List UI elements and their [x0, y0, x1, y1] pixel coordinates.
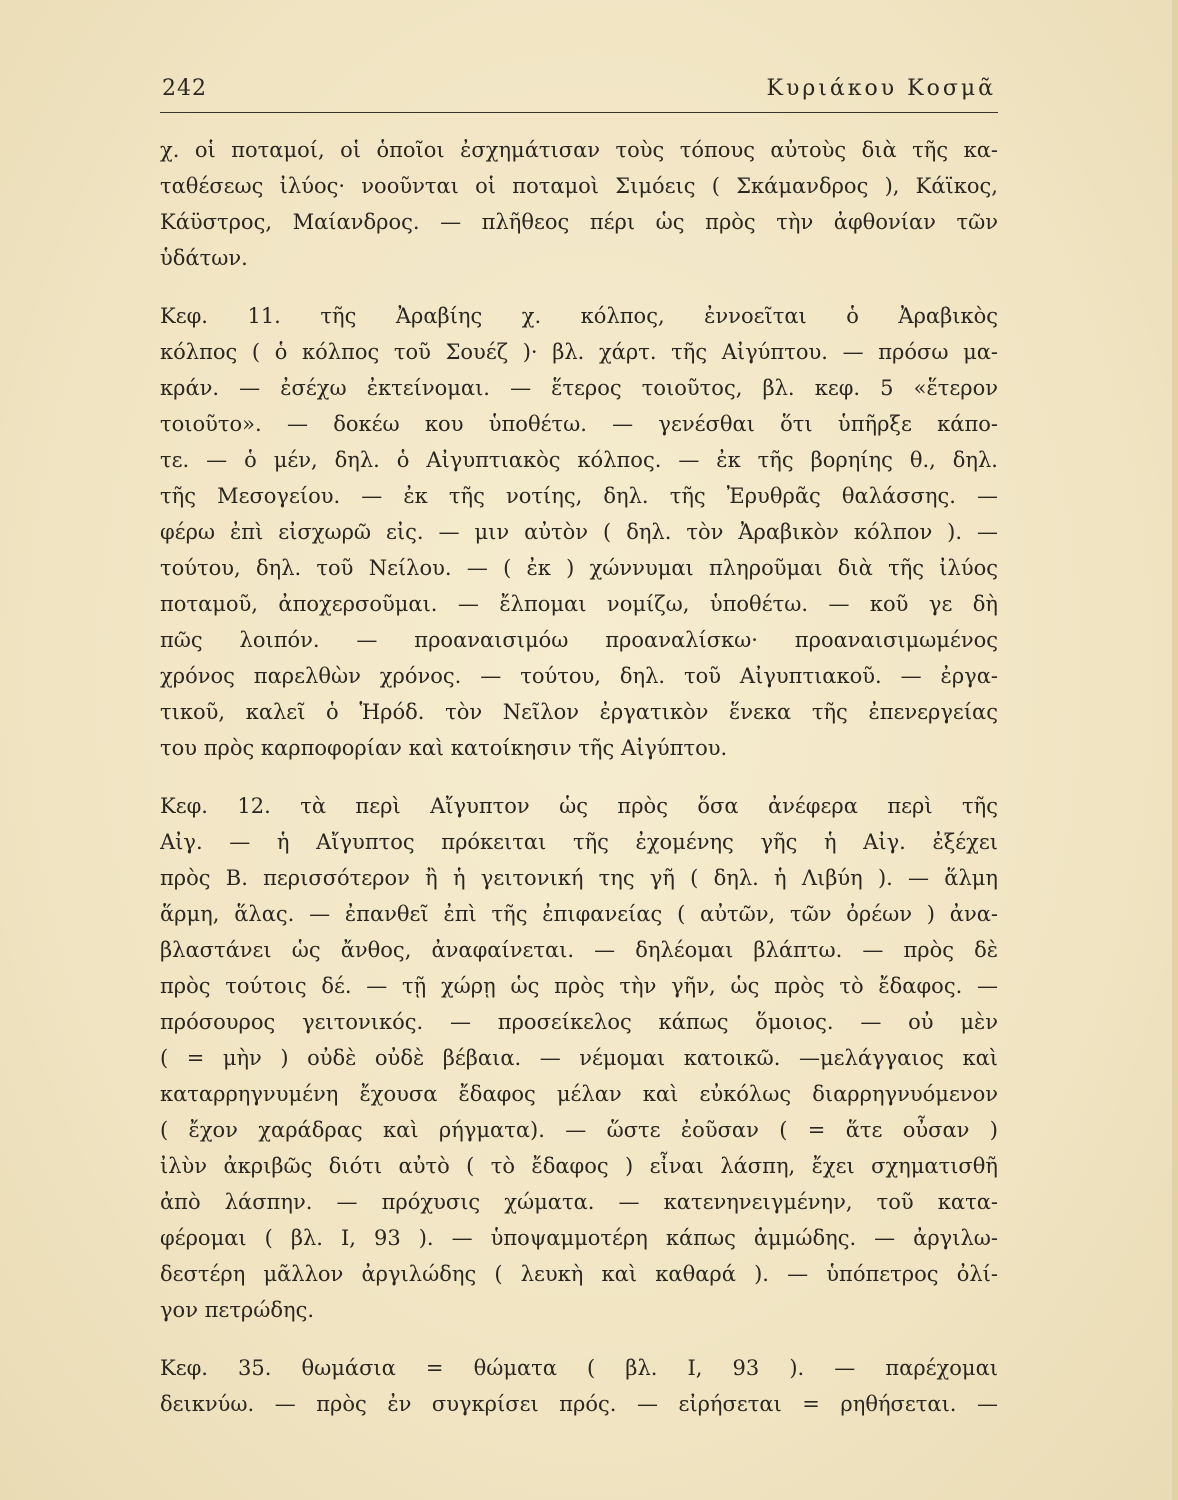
text-line: καταρρηγνυμένη ἔχουσα ἔδαφος μέλαν καὶ εὐκόλως διαρρηγνυόμενον	[160, 1082, 998, 1106]
text-line: βλαστάνει ὡς ἄνθος, ἀναφαίνεται. — δηλέομαι βλάπτω. — πρὸς δὲ	[160, 938, 998, 962]
header-rule	[160, 112, 998, 113]
body-text	[160, 132, 998, 1422]
text-line: κόλπος ( ὁ κόλπος τοῦ Σουέζ )· βλ. χάρτ. τῆς Αἰγύπτου. — πρόσω μα-	[160, 340, 998, 364]
text-line: τε. — ὁ μέν, δηλ. ὁ Αἰγυπτιακὸς κόλπος. — ἐκ τῆς βορηίης θ., δηλ.	[160, 448, 998, 472]
text-line: πρὸς Β. περισσότερον ἢ ἡ γειτονική της γῆ ( δηλ. ἡ Λιβύη ). — ἅλμη	[160, 866, 998, 890]
text-line: φέρομαι ( βλ. I, 93 ). — ὑποψαμμοτέρη κάπως ἀμμώδης. — ἀργιλω-	[160, 1226, 998, 1250]
text-line: ἅρμη, ἅλας. — ἐπανθεῖ ἐπὶ τῆς ἐπιφανείας ( αὐτῶν, τῶν ὀρέων ) ἀνα-	[160, 902, 998, 926]
text-line: δεικνύω. — πρὸς ἐν συγκρίσει πρός. — εἰρήσεται = ρηθήσεται. —	[160, 1392, 998, 1416]
text-line: κράν. — ἐσέχω ἐκτείνομαι. — ἕτερος τοιοῦτος, βλ. κεφ. 5 «ἕτερον	[160, 376, 998, 400]
text-line: τοιοῦτο». — δοκέω κου ὑποθέτω. — γενέσθαι ὅτι ὑπῆρξε κάπο-	[160, 412, 998, 436]
text-line: πρὸς τούτοις δέ. — τῇ χώρῃ ὡς πρὸς τὴν γῆν, ὡς πρὸς τὸ ἔδαφος. —	[160, 974, 998, 998]
text-line: του πρὸς καρποφορίαν καὶ κατοίκησιν τῆς Αἰγύπτου.	[160, 736, 728, 760]
text-line: ἰλὺν ἀκριβῶς διότι αὐτὸ ( τὸ ἔδαφος ) εἶναι λάσπη, ἔχει σχηματισθῆ	[160, 1154, 998, 1178]
text-line: ( = μὴν ) οὐδὲ οὐδὲ βέβαια. — νέμομαι κατοικῶ. —μελάγγαιος καὶ	[160, 1046, 998, 1070]
text-line: Αἰγ. — ἡ Αἴγυπτος πρόκειται τῆς ἐχομένης γῆς ἡ Αἰγ. ἐξέχει	[160, 830, 998, 854]
text-line: φέρω ἐπὶ εἰσχωρῶ εἰς. — μιν αὐτὸν ( δηλ. τὸν Ἀραβικὸν κόλπον ). —	[160, 520, 998, 544]
text-line: Κεφ. 12. τὰ περὶ Αἴγυπτον ὡς πρὸς ὅσα ἀνέφερα περὶ τῆς	[160, 794, 998, 818]
text-line: ἀπὸ λάσπην. — πρόχυσις χώματα. — κατενηνειγμένην, τοῦ κατα-	[160, 1190, 998, 1214]
text-line: πρόσουρος γειτονικός. — προσείκελος κάπως ὅμοιος. — οὐ μὲν	[160, 1010, 998, 1034]
paragraph-3	[160, 788, 998, 1328]
paragraph-1	[160, 132, 998, 276]
text-line: ( ἔχον χαράδρας καὶ ρήγματα). — ὥστε ἐοῦσαν ( = ἅτε οὖσαν )	[160, 1118, 998, 1142]
text-line: δεστέρη μᾶλλον ἀργιλώδης ( λευκὴ καὶ καθαρά ). — ὑπόπετρος ὀλί-	[160, 1262, 998, 1286]
running-head: Κυριάκου Κοσμᾶ	[766, 76, 996, 101]
text-line: πῶς λοιπόν. — προαναισιμόω προαναλίσκω· προαναισιμωμένος	[160, 628, 998, 652]
text-line: Κεφ. 11. τῆς Ἀραβίης χ. κόλπος, ἐννοεῖται ὁ Ἀραβικὸς	[160, 304, 998, 328]
paragraph-2	[160, 298, 998, 766]
page-header	[160, 72, 998, 112]
text-line: τῆς Μεσογείου. — ἐκ τῆς νοτίης, δηλ. τῆς Ἐρυθρᾶς θαλάσσης. —	[160, 484, 998, 508]
text-line: ποταμοῦ, ἀποχερσοῦμαι. — ἔλπομαι νομίζω, ὑποθέτω. — κοῦ γε δὴ	[160, 592, 998, 616]
text-line: Κεφ. 35. θωμάσια = θώματα ( βλ. I, 93 ). — παρέχομαι	[160, 1356, 998, 1380]
page-number: 242	[162, 76, 207, 101]
page-edge-shadow	[1172, 0, 1178, 1500]
text-line: ταθέσεως ἰλύος· νοοῦνται οἱ ποταμοὶ Σιμόεις ( Σκάμανδρος ), Κάϊκος,	[160, 174, 998, 198]
text-line: γον πετρώδης.	[160, 1298, 315, 1322]
text-line: χρόνος παρελθὼν χρόνος. — τούτου, δηλ. τοῦ Αἰγυπτιακοῦ. — ἐργα-	[160, 664, 998, 688]
text-line: τικοῦ, καλεῖ ὁ Ἡρόδ. τὸν Νεῖλον ἐργατικὸν ἕνεκα τῆς ἐπενεργείας	[160, 700, 998, 724]
text-line: Κάϋστρος, Μαίανδρος. — πλῆθεος πέρι ὡς πρὸς τὴν ἀφθονίαν τῶν	[160, 210, 998, 234]
paragraph-4	[160, 1350, 998, 1422]
text-line: χ. οἱ ποταμοί, οἱ ὁποῖοι ἐσχημάτισαν τοὺς τόπους αὐτοὺς διὰ τῆς κα-	[160, 138, 998, 162]
text-line: ὑδάτων.	[160, 246, 248, 270]
text-line: τούτου, δηλ. τοῦ Νείλου. — ( ἐκ ) χώννυμαι πληροῦμαι διὰ τῆς ἰλύος	[160, 556, 998, 580]
